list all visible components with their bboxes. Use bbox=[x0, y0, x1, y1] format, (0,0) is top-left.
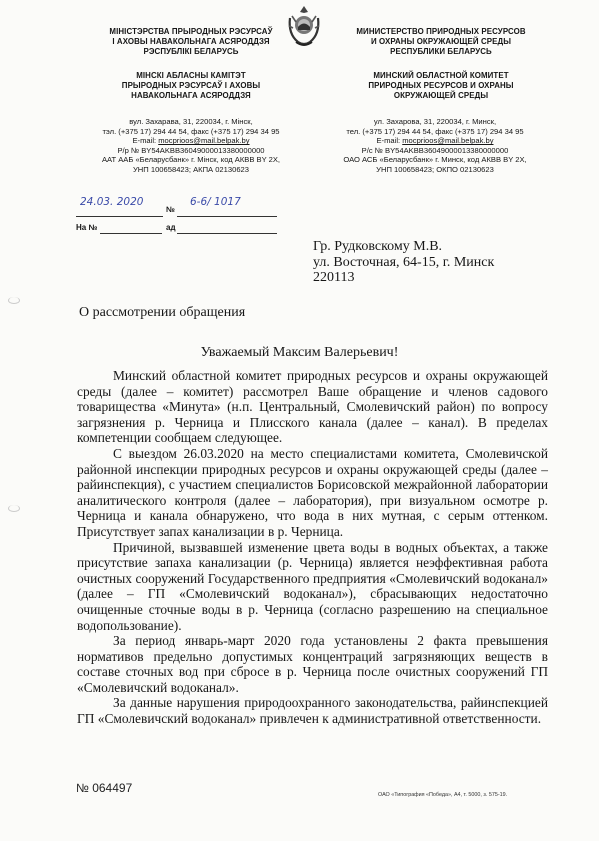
handwritten-number: 6-6/ 1017 bbox=[190, 196, 241, 208]
ministry-name-ru bbox=[332, 27, 550, 67]
ministry-line: І АХОВЫ НАВАКОЛЬНАГА АСЯРОДДЗЯ bbox=[112, 37, 270, 46]
email-link[interactable]: mocprioos@mail.belpak.by bbox=[158, 136, 250, 146]
ministry-line: РЕСПУБЛИКИ БЕЛАРУСЬ bbox=[390, 47, 492, 56]
email-label: E-mail: bbox=[376, 136, 403, 146]
header-right bbox=[332, 27, 550, 111]
na-label: На № bbox=[76, 223, 98, 232]
na-underline bbox=[100, 223, 162, 234]
greeting: Уважаемый Максим Валерьевич! bbox=[200, 345, 399, 360]
bank-account: Р/с № BY54AKBB36049000013380000000 bbox=[361, 145, 509, 155]
recipient-street: ул. Восточная, 64-15, г. Минск bbox=[313, 254, 495, 270]
bank-name: ОАО АСБ «Беларусбанк» г. Минск, код АКВВ BY 2X, bbox=[343, 155, 527, 165]
email-link[interactable]: mocprioos@mail.belpak.by bbox=[402, 136, 494, 146]
header-left bbox=[80, 27, 302, 111]
bank-account: Р/р № BY54AKBB36049000013380000000 bbox=[117, 145, 265, 155]
bank-name: ААТ ААБ «Беларусбанк» г. Мінск, код АКВВ BY 2X, bbox=[101, 155, 281, 165]
body-paragraph: Причиной, вызвавшей изменение цвета воды в водных объектах, а также присутствие запаха канализации (р. Черница) является неэффективная работа очистных сооружений Государственного предприятия «Смолевичский водоканал» (далее – ГП «Смолевичский водоканал»), сбрасывающих недостаточно очищенные сточные воды в р. Черница (согласно разрешению на специальное водопользование). bbox=[77, 539, 548, 633]
ad-label: ад bbox=[166, 223, 176, 232]
email-line bbox=[76, 136, 306, 146]
committee-name-ru bbox=[332, 71, 550, 111]
ministry-line: МІНІСТЭРСТВА ПРЫРОДНЫХ РЭСУРСАЎ bbox=[109, 27, 273, 36]
ministry-line: РЭСПУБЛІКІ БЕЛАРУСЬ bbox=[143, 47, 239, 56]
punch-hole-mark bbox=[8, 505, 20, 512]
bank-codes: УНП 100658423; ОКПО 02130623 bbox=[376, 164, 494, 174]
body-paragraph: Минский областной комитет природных ресурсов и охраны окружающей среды (далее – комитет) рассмотрел Ваше обращение и членов садового товарищества «Минута» (н.п. Центральный, Смолевичский район) по вопросу загрязнения р. Черница и Плисского канала (далее – канал). В пределах компетенции сообщаем следующее. bbox=[77, 368, 548, 446]
letter-body bbox=[77, 368, 548, 727]
ad-underline bbox=[177, 223, 277, 234]
address-line: ул. Захарова, 31, 220034, г. Минск, bbox=[373, 117, 497, 126]
committee-line: МІНСКІ АБЛАСНЫ КАМІТЭТ bbox=[136, 71, 246, 80]
form-serial-number: № 064497 bbox=[76, 781, 133, 795]
ministry-line: МИНИСТЕРСТВО ПРИРОДНЫХ РЕСУРСОВ bbox=[356, 27, 526, 36]
body-paragraph: С выездом 26.03.2020 на место специалистами комитета, Смолевичской районной инспекции природных ресурсов и охраны окружающей среды (далее – райинспекция), с участием специалистов Борисовской межрайонной лаборатории аналитического контроля (далее – лаборатория), при визуальном осмотре р. Черница и канала обнаружено, что вода в них мутная, с серым оттенком. Присутствует запах канализации в р. Черница. bbox=[77, 445, 548, 539]
body-paragraph: За данные нарушения природоохранного законодательства, райинспекцией ГП «Смолевичский водоканал» привлечен к административной ответственности. bbox=[77, 695, 548, 727]
address-block-ru bbox=[320, 117, 550, 175]
address-block-by bbox=[76, 117, 306, 175]
committee-name-by bbox=[80, 71, 302, 111]
committee-line: НАВАКОЛЬНАГА АСЯРОДДЗЯ bbox=[131, 91, 251, 100]
committee-line: ПРЫРОДНЫХ РЭСУРСАЎ І АХОВЫ bbox=[121, 81, 261, 90]
body-paragraph: За период январь-март 2020 года установлены 2 факта превышения нормативов предельно допустимых концентраций загрязняющих веществ в составе сточных вод при сбросе в р. Черница после очистных сооружений ГП «Смолевичский водоканал». bbox=[77, 633, 548, 695]
phone-line: тэл. (+375 17) 294 44 54, факс (+375 17) 294 34 95 bbox=[102, 126, 280, 136]
bank-codes: УНП 100658423; АКПА 02130623 bbox=[132, 164, 249, 174]
email-line bbox=[320, 136, 550, 146]
address-line: вул. Захарава, 31, 220034, г. Мінск, bbox=[129, 117, 253, 126]
committee-line: ПРИРОДНЫХ РЕСУРСОВ И ОХРАНЫ bbox=[368, 81, 514, 90]
phone-line: тел. (+375 17) 294 44 54, факс (+375 17) 294 34 95 bbox=[346, 126, 524, 136]
committee-line: ОКРУЖАЮЩЕЙ СРЕДЫ bbox=[393, 91, 489, 100]
email-label: E-mail: bbox=[132, 136, 159, 146]
state-emblem-icon bbox=[284, 4, 324, 48]
printer-imprint: ОАО «Типография «Победа», А4, т. 5000, з. 575-19. bbox=[378, 792, 508, 798]
recipient-address bbox=[313, 239, 494, 286]
handwritten-date: 24.03. 2020 bbox=[80, 196, 144, 208]
recipient-postcode: 220113 bbox=[313, 270, 355, 285]
letter-subject: О рассмотрении обращения bbox=[79, 305, 246, 320]
punch-hole-mark bbox=[8, 297, 20, 304]
ministry-line: И ОХРАНЫ ОКРУЖАЮЩЕЙ СРЕДЫ bbox=[370, 37, 512, 46]
ministry-name-by bbox=[80, 27, 302, 67]
number-label: № bbox=[166, 205, 175, 214]
committee-line: МИНСКИЙ ОБЛАСТНОЙ КОМИТЕТ bbox=[373, 71, 509, 80]
recipient-name: Гр. Рудковскому М.В. bbox=[313, 239, 443, 254]
